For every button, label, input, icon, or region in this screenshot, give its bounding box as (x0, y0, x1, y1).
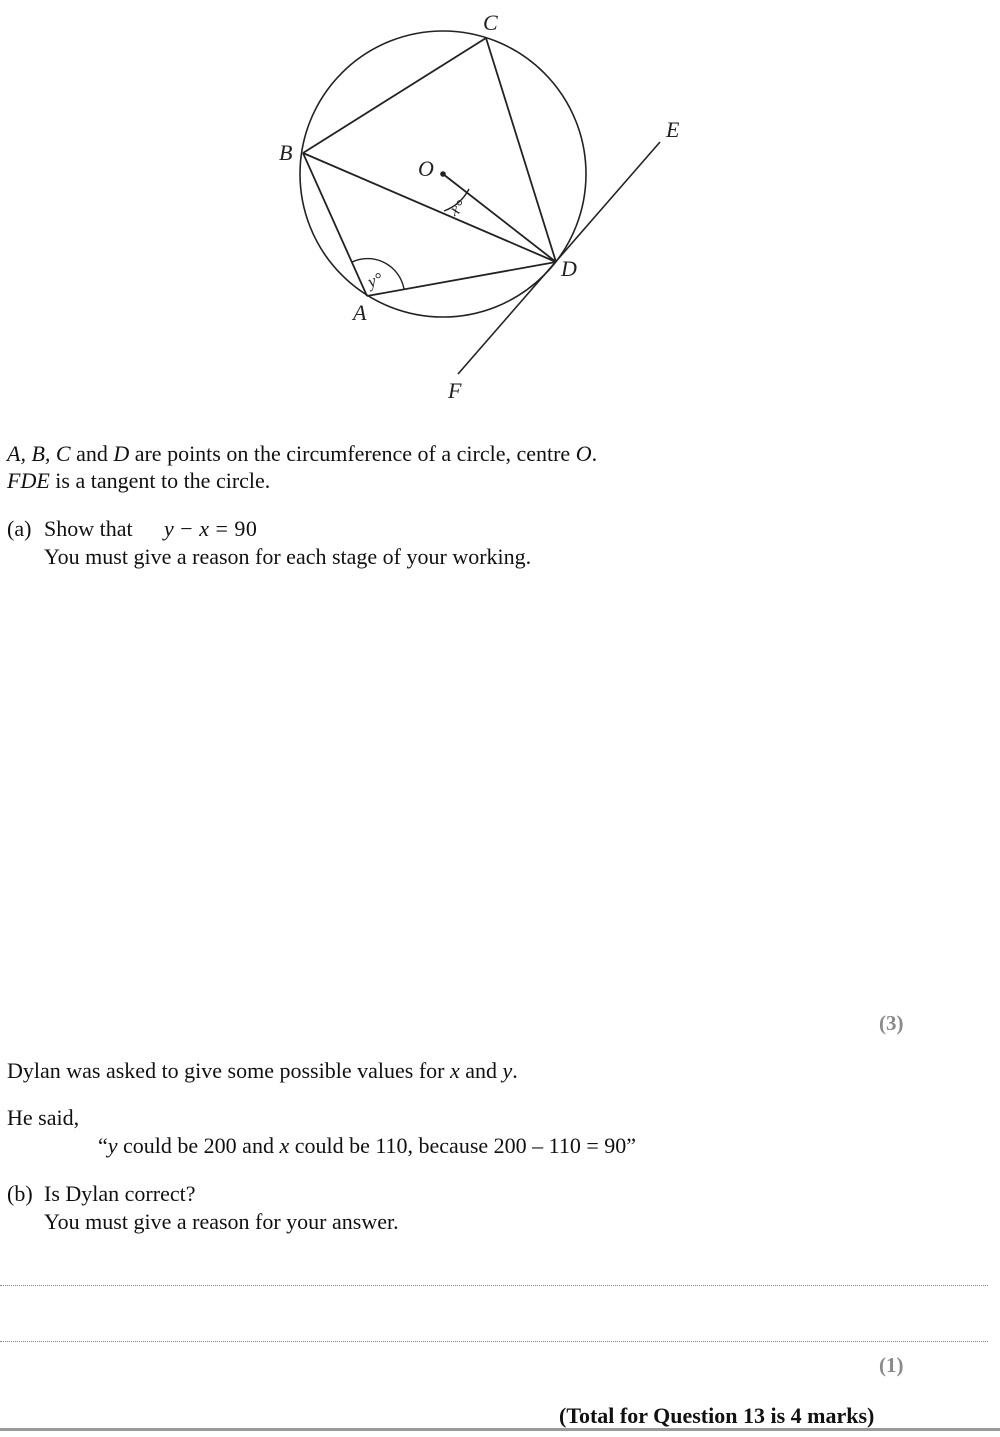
label-b: B (279, 140, 293, 165)
label-a: A (353, 300, 367, 325)
dylan-y: y (502, 1058, 513, 1083)
angle-y-label: y° (365, 268, 386, 292)
part-a-marks: (3) (879, 1011, 904, 1035)
dylan-end: . (512, 1058, 518, 1083)
circle-theorem-diagram (0, 0, 1000, 420)
part-b-question: Is Dylan correct? (44, 1181, 196, 1206)
eq-minus: − (174, 516, 200, 541)
part-a-instruction: You must give a reason for each stage of your working. (44, 544, 532, 569)
answer-line-1[interactable] (0, 1285, 988, 1286)
chord-ab (303, 153, 367, 296)
intro-text: are points on the circumference of a circle, centre (129, 441, 576, 466)
part-a-label: (a) (7, 516, 32, 541)
he-said: He said, (7, 1105, 80, 1130)
angle-x-label: x° (446, 195, 469, 220)
intro-centre: O (575, 441, 592, 466)
chord-da (367, 262, 556, 296)
dylan-quote (98, 1132, 636, 1160)
label-e: E (666, 117, 680, 142)
dylan-text: Dylan was asked to give some possible values for (7, 1058, 450, 1083)
chord-bc (303, 38, 486, 153)
intro-points: A, B, C (7, 441, 71, 466)
quote-x: x (279, 1133, 290, 1158)
quote-end: could be 110, because 200 – 110 = 90” (289, 1133, 637, 1158)
tangent-fde (458, 142, 660, 374)
label-o: O (418, 156, 434, 181)
dylan-line (7, 1057, 518, 1085)
intro-tangent-text: is a tangent to the circle. (49, 468, 271, 493)
label-c: C (483, 10, 498, 35)
intro-period: . (591, 441, 598, 466)
quote-open: “ (98, 1133, 108, 1158)
part-b-label: (b) (7, 1181, 33, 1206)
part-b-instruction: You must give a reason for your answer. (44, 1209, 399, 1234)
part-a-question (44, 515, 133, 543)
quote-y: y (107, 1133, 118, 1158)
part-a-equation (164, 515, 257, 543)
centre-point (440, 171, 446, 177)
intro-point-d: D (113, 441, 130, 466)
intro-and: and (70, 441, 114, 466)
intro-line-2 (7, 467, 270, 495)
answer-line-2[interactable] (0, 1341, 988, 1342)
eq-x: x (199, 516, 210, 541)
intro-tangent-name: FDE (7, 468, 50, 493)
dylan-and: and (459, 1058, 503, 1083)
part-b-marks: (1) (879, 1353, 904, 1377)
show-that: Show that (44, 516, 133, 541)
quote-mid: could be 200 and (117, 1133, 280, 1158)
label-d: D (561, 256, 577, 281)
chord-cd (486, 38, 556, 262)
radius-od (443, 174, 556, 262)
dylan-x: x (449, 1058, 460, 1083)
label-f: F (448, 378, 462, 403)
eq-equals: = 90 (209, 516, 258, 541)
page-bottom-rule (0, 1428, 1000, 1431)
intro-line-1 (7, 440, 597, 468)
question-total: (Total for Question 13 is 4 marks) (559, 1403, 875, 1428)
eq-y: y (164, 516, 175, 541)
